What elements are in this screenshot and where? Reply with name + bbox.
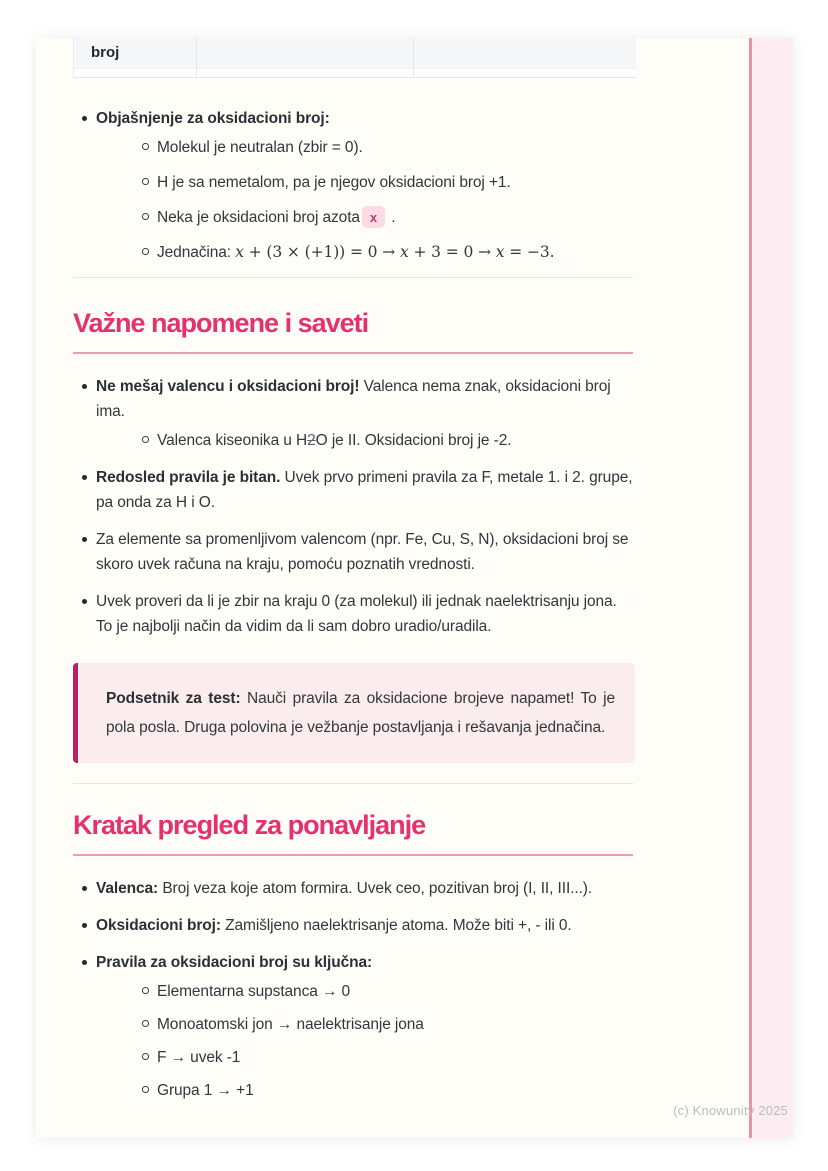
page-content — [36, 38, 633, 1103]
notes-list — [73, 374, 633, 639]
list-item: Elementarna supstanca → 0 — [119, 979, 633, 1004]
list-item: Valenca: Broj veza koje atom formira. Uvek ceo, pozitivan broj (I, II, III...). — [73, 876, 633, 901]
page-edge-band — [749, 38, 793, 1138]
table-cell-broj: broj — [74, 38, 197, 68]
list-item: Ne mešaj valencu i oksidacioni broj! Valenca nema znak, oksidacioni broj ima. Valenca kiseonika u H2O je II. Oksidacioni broj je -2. — [73, 374, 633, 453]
review-list — [73, 876, 633, 1103]
table-header-row — [74, 38, 635, 68]
struck-subscript: 2 — [307, 432, 316, 449]
list-item: Uvek proveri da li je zbir na kraju 0 (za molekul) ili jednak naelektrisanju jona. To je najbolji način da vidim da li sam dobro uradio/uradila. — [73, 589, 633, 639]
section-heading-notes: Važne napomene i saveti — [73, 308, 633, 354]
list-item: H je sa nemetalom, pa je njegov oksidacioni broj +1. — [119, 170, 633, 195]
list-item: Redosled pravila je bitan. Uvek prvo primeni pravila za F, metale 1. i 2. grupe, pa onda za H i O. — [73, 465, 633, 515]
table-cell-empty — [414, 38, 636, 68]
callout-title: Podsetnik za test: — [106, 690, 241, 707]
section-heading-review: Kratak pregled za ponavljanje — [73, 810, 633, 856]
divider — [73, 277, 633, 278]
table-cell-empty — [197, 38, 414, 68]
explanation-sublist — [119, 135, 633, 265]
explanation-list — [73, 106, 633, 265]
notes-sublist — [119, 428, 633, 453]
equation-math: x + (3 × (+1)) = 0 → x + 3 = 0 → x = −3. — [235, 243, 555, 261]
list-item-title: Objašnjenje za oksidacioni broj: — [96, 110, 330, 127]
list-item: Pravila za oksidacioni broj su ključna: Elementarna supstanca → 0 Monoatomski jon → naelektrisanje jona F → uvek -1 Grupa 1 → +1 — [73, 950, 633, 1103]
list-item: Valenca kiseonika u H2O je II. Oksidacioni broj je -2. — [119, 428, 633, 453]
divider — [73, 783, 633, 784]
document-page — [36, 38, 793, 1138]
list-item: Oksidacioni broj: Zamišljeno naelektrisanje atoma. Može biti +, - ili 0. — [73, 913, 633, 938]
list-item: Neka je oksidacioni broj azota x . — [119, 205, 633, 230]
list-item-equation: Jednačina: x + (3 × (+1)) = 0 → x + 3 = 0 → x = −3. — [119, 240, 633, 265]
test-reminder-callout: Podsetnik za test: Nauči pravila za oksidacione brojeve napamet! To je pola posla. Druga polovina je vežbanje postavljanja i rešavanja jednačina. — [73, 663, 635, 763]
list-item: Monoatomski jon → naelektrisanje jona — [119, 1012, 633, 1037]
list-item: F → uvek -1 — [119, 1045, 633, 1070]
review-sublist — [119, 979, 633, 1103]
list-item: Grupa 1 → +1 — [119, 1078, 633, 1103]
inline-code-badge: x — [362, 206, 385, 228]
list-item: Molekul je neutralan (zbir = 0). — [119, 135, 633, 160]
copyright-watermark: (c) Knowunity 2025 — [673, 1103, 788, 1118]
list-item: Za elemente sa promenljivom valencom (npr. Fe, Cu, S, N), oksidacioni broj se skoro uvek računa na kraju, pomoću poznatih vrednosti. — [73, 527, 633, 577]
table-row-sliver — [74, 68, 635, 77]
list-item — [73, 106, 633, 265]
table-fragment — [73, 38, 636, 78]
